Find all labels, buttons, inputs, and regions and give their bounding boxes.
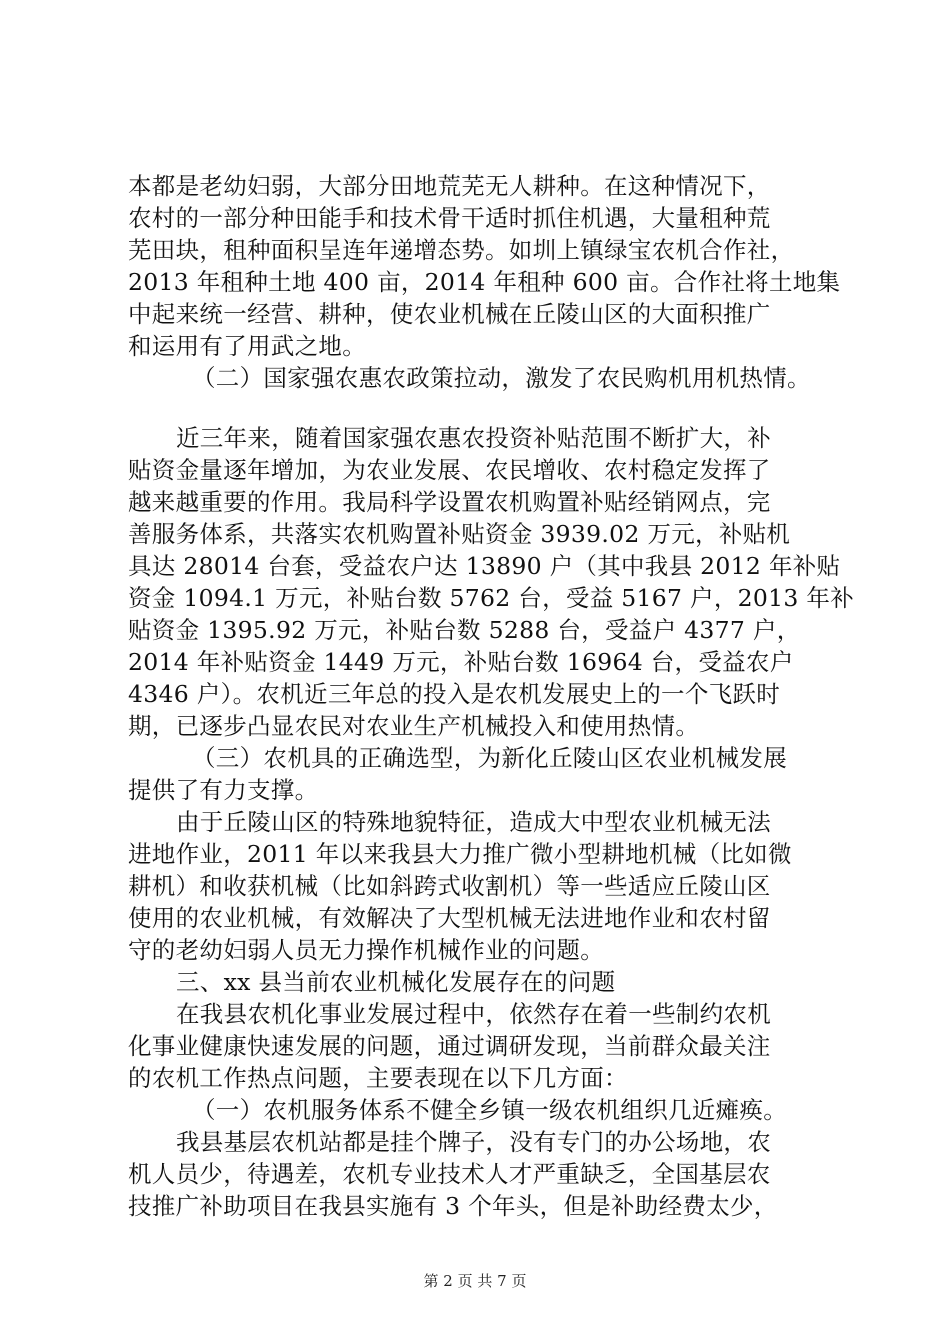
body-line: 资金 1094.1 万元，补贴台数 5762 台，受益 5167 户，2013 年补 bbox=[128, 584, 855, 612]
body-line: 贴资金 1395.92 万元，补贴台数 5288 台，受益户 4377 户， bbox=[128, 616, 801, 644]
body-line: 农村的一部分种田能手和技术骨干适时抓住机遇，大量租种荒 bbox=[128, 204, 771, 232]
section-heading: 三、xx 县当前农业机械化发展存在的问题 bbox=[176, 968, 616, 996]
body-line: 2014 年补贴资金 1449 万元，补贴台数 16964 台，受益农户 bbox=[128, 648, 794, 676]
body-line: 使用的农业机械，有效解决了大型机械无法进地作业和农村留 bbox=[128, 904, 771, 932]
body-line: 技推广补助项目在我县实施有 3 个年头，但是补助经费太少， bbox=[128, 1192, 778, 1220]
page-number-label: 第 2 页 共 7 页 bbox=[423, 1272, 527, 1290]
body-line: 2013 年租种土地 400 亩，2014 年租种 600 亩。合作社将土地集 bbox=[128, 268, 841, 296]
body-line: 芜田块，租种面积呈连年递增态势。如圳上镇绿宝农机合作社， bbox=[128, 236, 795, 264]
section-heading: （三）农机具的正确选型，为新化丘陵山区农业机械发展 bbox=[192, 744, 787, 772]
body-line: 中起来统一经营、耕种，使农业机械在丘陵山区的大面积推广 bbox=[128, 300, 771, 328]
body-line: 守的老幼妇弱人员无力操作机械作业的问题。 bbox=[128, 936, 604, 964]
body-line: 期，已逐步凸显农民对农业生产机械投入和使用热情。 bbox=[128, 712, 700, 740]
body-line: 具达 28014 台套，受益农户达 13890 户（其中我县 2012 年补贴 bbox=[128, 552, 841, 580]
section-heading: （一）农机服务体系不健全乡镇一级农机组织几近瘫痪。 bbox=[192, 1096, 787, 1124]
body-line: 进地作业，2011 年以来我县大力推广微小型耕地机械（比如微 bbox=[128, 840, 792, 868]
page-footer bbox=[0, 1270, 950, 1291]
paragraph-start: 由于丘陵山区的特殊地貌特征，造成大中型农业机械无法 bbox=[176, 808, 771, 836]
body-line: 耕机）和收获机械（比如斜跨式收割机）等一些适应丘陵山区 bbox=[128, 872, 771, 900]
body-line: 本都是老幼妇弱，大部分田地荒芜无人耕种。在这种情况下， bbox=[128, 172, 771, 200]
body-line: 越来越重要的作用。我局科学设置农机购置补贴经销网点，完 bbox=[128, 488, 771, 516]
paragraph-start: 近三年来，随着国家强农惠农投资补贴范围不断扩大，补 bbox=[176, 424, 771, 452]
body-line: 机人员少，待遇差，农机专业技术人才严重缺乏，全国基层农 bbox=[128, 1160, 771, 1188]
body-line: 贴资金量逐年增加，为农业发展、农民增收、农村稳定发挥了 bbox=[128, 456, 771, 484]
section-heading: （二）国家强农惠农政策拉动，激发了农民购机用机热情。 bbox=[192, 364, 811, 392]
document-body bbox=[128, 170, 855, 1222]
body-line: 善服务体系，共落实农机购置补贴资金 3939.02 万元，补贴机 bbox=[128, 520, 791, 548]
body-line: 和运用有了用武之地。 bbox=[128, 332, 366, 360]
body-line: 4346 户）。农机近三年总的投入是农机发展史上的一个飞跃时 bbox=[128, 680, 781, 708]
body-line: 的农机工作热点问题，主要表现在以下几方面： bbox=[128, 1064, 628, 1092]
paragraph-start: 我县基层农机站都是挂个牌子，没有专门的办公场地，农 bbox=[176, 1128, 771, 1156]
blank-line bbox=[128, 394, 848, 422]
body-line: 提供了有力支撑。 bbox=[128, 776, 319, 804]
body-line: 化事业健康快速发展的问题，通过调研发现，当前群众最关注 bbox=[128, 1032, 771, 1060]
paragraph-start: 在我县农机化事业发展过程中，依然存在着一些制约农机 bbox=[176, 1000, 771, 1028]
